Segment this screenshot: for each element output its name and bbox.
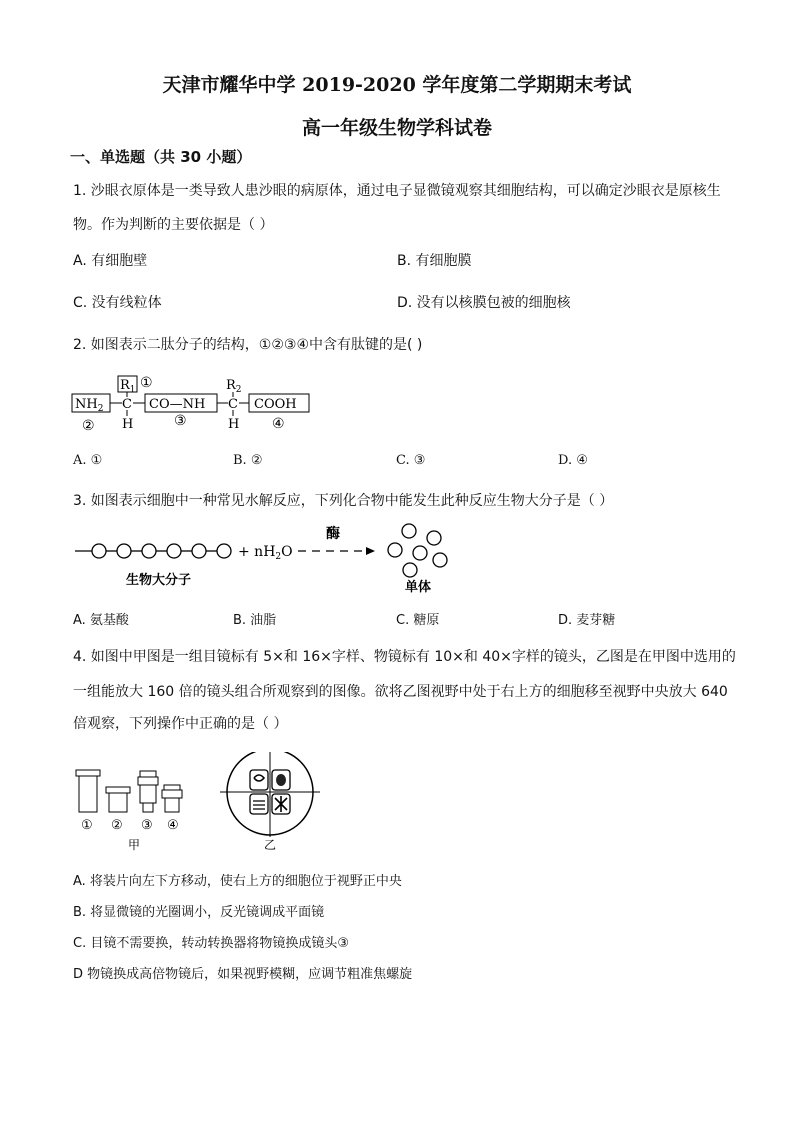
- cell-lower-left: [250, 794, 268, 814]
- q1-stem-line1: 1. 沙眼衣原体是一类导致人患沙眼的病原体，通过电子显微镜观察其细胞结构，可以确定沙眼衣是原核生: [73, 183, 721, 199]
- lens-4-top: [164, 785, 180, 790]
- dipeptide-structure-diagram: [70, 370, 320, 436]
- q2-option-d: D. ④: [558, 453, 588, 468]
- exam-title: 天津市耀华中学 2019-2020 学年度第二学期期末考试: [162, 74, 632, 96]
- marker-4: ④: [272, 416, 285, 432]
- q4-option-d: D 物镜换成高倍物镜后，如果视野模糊，应调节粗准焦螺旋: [73, 967, 413, 982]
- monomer-circle: [117, 544, 131, 558]
- q3-option-b: B. 油脂: [233, 613, 277, 628]
- microscope-lens-diagram: [70, 752, 340, 852]
- q4-option-b: B. 将显微镜的光圈调小，反光镜调成平面镜: [73, 905, 325, 920]
- lens-3-body: [140, 785, 156, 803]
- nh2-text: $NH_2$: [75, 397, 104, 414]
- nucleus-mark: [276, 774, 286, 786]
- q3-stem: 3. 如图表示细胞中一种常见水解反应，下列化合物中能发生此种反应生物大分子是（ ）: [73, 493, 614, 509]
- lens-3-tip: [143, 803, 153, 812]
- lens-2-cap: [106, 787, 130, 793]
- lens-4-thread: [162, 790, 182, 798]
- q2-option-b: B. ②: [233, 453, 263, 468]
- q2-option-c: C. ③: [396, 453, 426, 468]
- q3-option-d: D. 麦芽糖: [558, 613, 616, 628]
- hydrolysis-reaction-diagram: [70, 518, 460, 594]
- q4-option-a: A. 将装片向左下方移动，使右上方的细胞位于视野正中央: [73, 874, 402, 889]
- lens-label-4: ④: [167, 818, 179, 833]
- section-heading: 一、单选题（共 30 小题）: [70, 148, 252, 166]
- marker-3: ③: [174, 413, 187, 429]
- monomer-circle: [217, 544, 231, 558]
- lens-1-body: [79, 776, 97, 812]
- lens-label-3: ③: [141, 818, 153, 833]
- arrow-head: [366, 547, 375, 555]
- monomer-circle: [413, 546, 427, 560]
- hydrogen-1: H: [122, 417, 134, 432]
- monomer-circle: [167, 544, 181, 558]
- conh-text: CO—NH: [149, 397, 206, 412]
- monomer-circle: [192, 544, 206, 558]
- lens-label-2: ②: [111, 818, 123, 833]
- q4-option-c: C. 目镜不需要换，转动转换器将物镜换成镜头③: [73, 936, 349, 951]
- monomer-label: 单体: [405, 580, 432, 594]
- lens-label-1: ①: [81, 818, 93, 833]
- q1-option-b: B. 有细胞膜: [397, 253, 472, 269]
- enzyme-label: 酶: [326, 526, 340, 542]
- lens-4-body: [165, 798, 179, 812]
- carbon-1: C: [122, 397, 132, 412]
- r2-text: $R_2$: [226, 378, 242, 395]
- monomer-circle: [402, 524, 416, 538]
- carbon-2: C: [228, 397, 238, 412]
- q4-stem-line2: 一组能放大 160 倍的镜头组合所观察到的图像。欲将乙图视野中处于右上方的细胞移至视野中央放大 640: [73, 684, 728, 700]
- cooh-text: COOH: [254, 397, 297, 412]
- monomer-circle: [433, 553, 447, 567]
- monomer-circle: [92, 544, 106, 558]
- water-label: + $nH_2O$: [238, 544, 293, 562]
- cell-upper-left: [250, 770, 268, 790]
- q4-stem-line3: 倍观察，下列操作中正确的是（ ）: [73, 716, 288, 732]
- q1-option-a: A. 有细胞壁: [73, 253, 148, 269]
- r1-text: $R_1$: [120, 378, 136, 395]
- hydrogen-2: H: [228, 417, 240, 432]
- monomer-circle: [388, 543, 402, 557]
- lens-3-thread: [138, 777, 158, 785]
- macromolecule-label: 生物大分子: [126, 573, 192, 588]
- q2-option-a: A. ①: [73, 453, 103, 468]
- q3-option-a: A. 氨基酸: [73, 613, 129, 628]
- monomer-circle: [427, 531, 441, 545]
- figure-yi-label: 乙: [264, 838, 277, 852]
- q2-stem: 2. 如图表示二肽分子的结构，①②③④中含有肽键的是( ): [73, 337, 423, 353]
- q3-option-c: C. 糖原: [396, 613, 440, 628]
- q1-option-c: C. 没有线粒体: [73, 295, 162, 311]
- monomer-circle: [142, 544, 156, 558]
- lens-1-cap: [76, 770, 100, 776]
- marker-2: ②: [82, 418, 95, 434]
- figure-jia-label: 甲: [128, 838, 141, 852]
- q1-option-d: D. 没有以核膜包被的细胞核: [397, 295, 571, 311]
- exam-subtitle: 高一年级生物学科试卷: [301, 117, 492, 139]
- q1-stem-line2: 物。作为判断的主要依据是（ ）: [73, 217, 274, 233]
- lens-2-body: [109, 793, 127, 812]
- lens-3-top: [140, 771, 156, 777]
- monomer-circle: [403, 563, 417, 577]
- marker-1: ①: [140, 375, 153, 391]
- q4-stem-line1: 4. 如图中甲图是一组目镜标有 5×和 16×字样、物镜标有 10×和 40×字样的镜头，乙图是在甲图中选用的: [73, 649, 736, 665]
